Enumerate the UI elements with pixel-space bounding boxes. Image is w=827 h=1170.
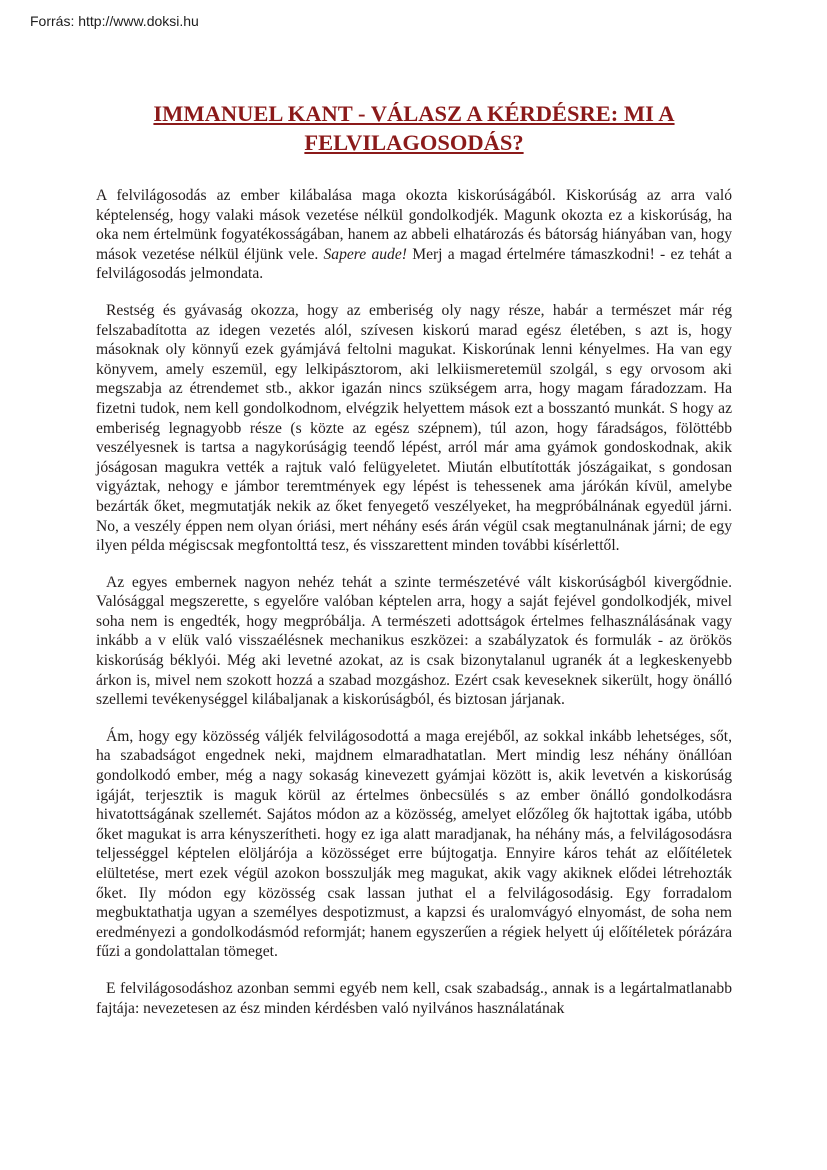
page-title: IMMANUEL KANT - VÁLASZ A KÉRDÉSRE: MI A FELVILAGOSODÁS? <box>153 101 675 155</box>
paragraph-1-latin-quote: Sapere aude! <box>323 245 407 263</box>
paragraph-2: Restség és gyávaság okozza, hogy az emberiség oly nagy része, habár a természet már rég felszabadította az idegen vezetés alól, szívesen kiskorú marad egész életében, s azt is, hogy másoknak oly könnyű ezek gyámjává feltolni magukat. Kiskorúnak lenni kényelmes. Ha van egy könyvem, amely eszemül, egy lelkipásztorom, aki lelkiismeretemül szolgál, s egy orvosom aki megszabja az étrendemet stb., akkor igazán nincs szükségem arra, hogy magam fáradozzam. Ha fizetni tudok, nem kell gondolkodnom, elvégzik helyettem mások ezt a bosszantó munkát. S hogy az emberiség legnagyobb része (s közte az egész szépnem), túl azon, hogy fáradságos, fölöttébb veszélyesnek is tartsa a nagykorúságig teendő lépést, arról már ama gyámok gondoskodnak, akik jóságosan magukra vették a rajtuk való felügyeletet. Miután elbutították jószágaikat, s gondosan vigyáztak, nehogy e jámbor teremtmények egy lépést is tehessenek ama járókán kívül, amelybe bezárták őket, megmutatják nekik az őket fenyegető veszélyeket, ha megpróbálnának egyedül járni. No, a veszély éppen nem olyan óriási, mert néhány esés árán végül csak megtanulnának járni; de egy ilyen példa mégiscsak megfontolttá tesz, és visszarettent minden további kísérlettől. <box>96 301 732 555</box>
paragraph-1-text-after-quote: Merj a magad értelmére támaszkodni! - ez tehát a felvilágosodás jelmondata. <box>96 245 732 283</box>
document-body <box>96 99 732 1018</box>
paragraph-1-text-before-quote: A felvilágosodás az ember kilábalása maga okozta kiskorúságából. Kiskorúság az arra való képtelenség, hogy valaki mások vezetése nélkül gondolkodjék. Magunk okozta ez a kiskorúság, ha oka nem értelmünk fogyatékosságában, hanem az abbeli elhatározás és bátorság hiányában van, hogy mások vezetése nélkül éljünk vele. <box>96 187 732 263</box>
paragraph-3: Az egyes embernek nagyon nehéz tehát a szinte természetévé vált kiskorúságból kivergődnie. Valósággal megszerette, s egyelőre valóban képtelen arra, hogy a saját fejével gondolkodjék, mivel soha nem is engedték, hogy megpróbálja. A természeti adottságok értelmes felhasználásának vagy inkább a v elük való visszaélésnek mechanikus eszközei: a szabályzatok és formulák - az örökös kiskorúság béklyói. Még aki levetné azokat, az is csak bizonytalanul ugranék át a legkeskenyebb árkon is, mivel nem szokott hozzá a szabad mozgáshoz. Ezért csak keveseknek sikerült, hogy önálló szellemi tevékenységgel kilábaljanak a kiskorúságból, és biztosan járjanak. <box>96 573 732 709</box>
paragraph-4: Ám, hogy egy közösség váljék felvilágosodottá a maga erejéből, az sokkal inkább lehetséges, sőt, ha szabadságot engednek neki, majdnem elmaradhatatlan. Mert mindig lesz néhány önállóan gondolkodó ember, még a nagy sokaság kinevezett gyámjai között is, akik levetvén a kiskorúság igáját, terjesztik is maguk körül az értelmes önbecsülés s az ember önálló gondolkodásra hivatottságának szellemét. Sajátos módon az a közösség, amelyet előzőleg ők hajtottak igába, utóbb őket magukat is arra kényszerítheti. hogy ez iga alatt maradjanak, ha néhány más, a felvilágosodásra teljességgel képtelen elöljárója a közösséget erre bújtogatja. Ennyire káros tehát az előítéletek elültetése, mert ezek végül azokon bosszulják meg magukat, akik vagy akiknek elődei létrehozták őket. Ily módon egy közösség csak lassan juthat el a felvilágosodásig. Egy forradalom megbuktathatja ugyan a személyes despotizmust, a kapzsi és uralomvágyó elnyomást, de soha nem eredményezi a gondolkodásmód reformját; hanem egyszerűen a régiek helyett új előítéletek pórázára fűzi a gondolattalan tömeget. <box>96 727 732 961</box>
source-url-line: Forrás: http://www.doksi.hu <box>30 13 199 29</box>
paragraph-5: E felvilágosodáshoz azonban semmi egyéb nem kell, csak szabadság., annak is a legártalmatlanabb fajtája: nevezetesen az ész minden kérdésben való nyilvános használatának <box>96 979 732 1017</box>
paragraph-1 <box>96 186 732 284</box>
